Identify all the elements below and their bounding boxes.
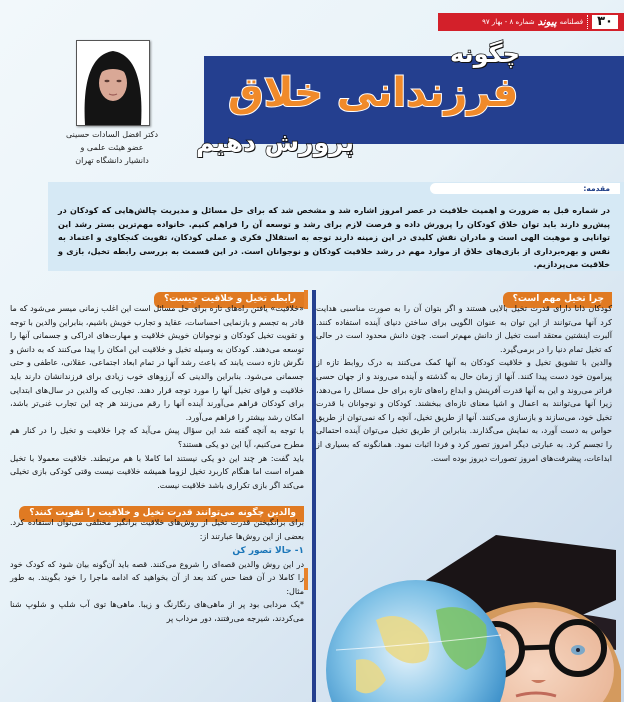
child-globe-illustration <box>316 530 624 702</box>
author-role-1: عضو هیئت علمی و <box>80 143 144 152</box>
paragraph: *یک مردابی بود پر از ماهی‌های رنگارنگ و زیبا. ماهی‌ها توی آب شلپ و شلوپ شنا می‌کردند، شیرجه می‌رفتند، دور مرداب پر <box>10 600 304 623</box>
paragraph: «خلاقیت» یافتن راه‌های تازه برای حل مسائل است این اغلب زمانی میسر می‌شود که ما قادر به تجسم و بازنمایی احساسات، عقاید و تجارب خویش باشیم، بنابراین والدین با توجه و تقویت تخیل کودکان و نوجوانان خویش خلاقیت و مهارت‌های ادراکی و جسمانی آنها را توسعه می‌دهند. کودکان به وسیله تخیل و خلاقیت این امکان را پیدا می‌کنند که به دانش و نگرش تازه دست یابند که باعث رشد آنها در تمام ابعاد اجتماعی، عقلانی، عاطفی و حتی جسمانی می‌شود. بنابراین والدینی که آرزوهای خوب زیادی برای فرزندانشان دارند باید خلاقیت و قوای تخیل آنها را مورد توجه قرار دهند. تجاربی که والدین در سال‌های ابتدایی برای کودکان فراهم می‌آورند آینده آنها را رقم می‌زنند هر چه این تجارب غنی‌تر باشد، امکان رشد بیشتر را فراهم می‌آورد. <box>10 304 304 422</box>
paragraph: با توجه به آنچه گفته شد این سؤال پیش می‌آید که چرا خلاقیت و تخیل را در کنار هم مطرح می‌کنیم، آیا این دو یکی هستند؟ <box>10 426 304 449</box>
paragraph: باید گفت: هر چند این دو یکی نیستند اما کاملا با هم مرتبطند. خلاقیت معمولا با تخیل همراه است اما هنگام کاربرد تخیل لزوما همیشه خلاقیت نیست وقتی کودکی بازی تخیلی می‌کند اگر بازی تکراری باشد خلاقیت نیست. <box>10 453 304 490</box>
illustration-image <box>316 530 624 702</box>
intro-text: در شماره قبل به ضرورت و اهمیت خلاقیت در عصر امروز اشاره شد و مشخص شد که برای حل مسائل و مدیریت چالش‌هایی که کودکان در پیش‌رو دارند باید توان خلاق کودکان را پرورش داده و فرصت لازم برای رشد و توسعه آن را فراهم کنیم. خانواده مهم‌ترین بستر رشد این توانایی و موهبت الهی است و مادران نقش کلیدی در این زمینه دارند توجه به استقلال فکری و عملی کودکان، تقویت کنجکاوی و اعتماد به نفس و بهره‌برداری از بازی‌های خلاق از موارد مهم در رشد خلاقیت کودکان و نوجوانان است. در این قسمت به بررسی رابطه تخیل، بازی و خلاقیت می‌پردازیم. <box>58 206 610 269</box>
section-heading-why-imagination: چرا تخیل مهم است؟ <box>503 292 612 308</box>
paragraph: کودکان ذاتا دارای قدرت تخیل بالایی هستند و اگر بتوان آن را به صورت مناسبی هدایت کرد آنها می‌توانند از این توان به عنوان الگویی برای ساختن دنیای آینده استفاده کنند. آلبرت اینشتین معتقد است تخیل از دانش مهم‌تر است. چون دانش محدود است در حالی که تخیل تمام دنیا را در برمی‌گیرد. <box>316 304 612 354</box>
title-line-1: چگونه <box>450 40 520 68</box>
issue-info: شماره ۸ - بهار ۹۷ <box>482 18 535 26</box>
header-divider <box>587 15 588 29</box>
header-bar <box>438 13 624 31</box>
author-portrait-image <box>77 41 149 125</box>
sub-heading-imagine-now: ۱- حالا تصور کن <box>232 545 304 556</box>
left-column <box>10 286 304 625</box>
magazine-logo: پیوند <box>537 16 557 28</box>
magazine-type: فصلنامه <box>559 18 584 26</box>
section-heading-relation: رابطه تخیل و خلاقیت چیست؟ <box>154 292 304 308</box>
header-info <box>482 17 583 28</box>
author-name: دکتر افضل السادات حسینی <box>66 130 158 139</box>
page-number: ۳۰ <box>592 15 618 29</box>
section-heading-parents: والدین چگونه می‌توانند قدرت تخیل و خلاقیت را تقویت کنند؟ <box>19 506 304 522</box>
author-role-2: دانشیار دانشگاه تهران <box>75 156 149 165</box>
author-photo <box>76 40 150 126</box>
title-line-2: فرزندانی خلاق <box>228 70 519 116</box>
paragraph: والدین با تشویق تخیل و خلاقیت کودکان به آنها کمک می‌کنند به درک روابط تازه از پیرامون خود دست پیدا کنند. آنها از زمان حال به گذشته و آینده می‌روند و از جهان حسی فراتر می‌روند و این به آنها قدرت آفرینش و ابداع راه‌های تازه برای حل مسائل را می‌دهد، زیرا آنها می‌توانند به اعمال و اشیا معنای تازه‌ای ببخشند. کودکان و نوجوانان با قدرت تخیل خود، می‌سازند و بازسازی می‌کنند. آنها از طریق تخیل، آنچه را که نمی‌توان از طریق حواس به دست آورد، به نمایش می‌گذارند. بنابراین از طریق تخیل می‌توان آینده احتمالی را تجسم کرد. به عبارتی دیگر امروز تصور کرد و فردا اثبات نمود. همانگونه که بسیاری از ابداعات، پیشرفت‌های امروز تصورات دیروز بوده است. <box>316 358 612 463</box>
author-caption <box>40 128 184 167</box>
intro-label: مقدمه: <box>430 183 620 194</box>
left-heading-marker <box>304 568 308 590</box>
paragraph: برای برانگیختن قدرت تخیل از روش‌های خلاقیت برانگیز مختلفی می‌توان استفاده کرد. بعضی از این روش‌ها عبارتند از: <box>10 518 304 541</box>
left-heading-marker <box>304 290 308 309</box>
paragraph: در این روش والدین قصه‌ای را شروع می‌کنند. قصه باید آن‌گونه بیان شود که کودک خود را کاملا در آن فضا حس کند بعد از آن بخواهید که ادامه ماجرا را خود بگویند. به طور مثال: <box>10 559 304 596</box>
title-line-3: پرورش دهیم <box>196 128 355 157</box>
